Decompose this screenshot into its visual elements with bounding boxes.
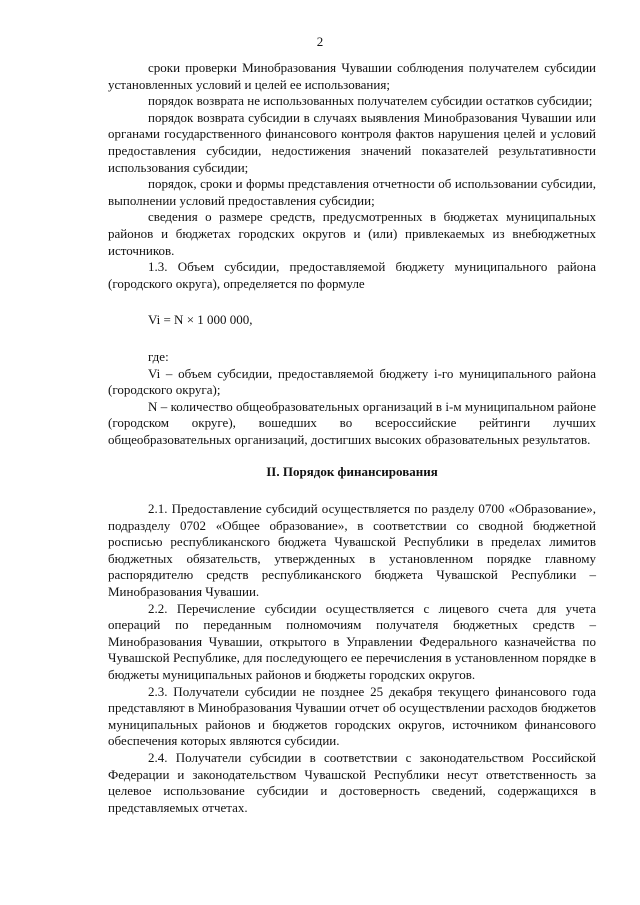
paragraph-subsidy-volume: 1.3. Объем субсидии, предоставляемой бюджету муниципального района (городского округа), определяется по формуле bbox=[108, 259, 596, 291]
paragraph-funds-info: сведения о размере средств, предусмотренных в бюджетах муниципальных районов и бюджетах городских округов и (или) привлекаемых из внебюджетных источников. bbox=[108, 209, 596, 258]
page-number: 2 bbox=[316, 34, 324, 49]
paragraph-unused-return: порядок возврата не использованных получателем субсидии остатков субсидии; bbox=[148, 93, 593, 109]
paragraph-violation-return: порядок возврата субсидии в случаях выявления Минобразования Чувашии или органами государственного финансового контроля фактов нарушения целей и условий предоставления субсидии, недостижения значений показателей результативности использования субсидии; bbox=[108, 109, 596, 175]
paragraph-2-1: 2.1. Предоставление субсидий осуществляется по разделу 0700 «Образование», подразделу 0702 «Общее образование», в соответствии со сводной бюджетной росписью республиканского бюджета Чувашской Республики в пределах лимитов бюджетных обязательств, утвержденных в установленном порядке главному распорядителю средств республиканского бюджета Чувашской Республики – Минобразования Чувашии. bbox=[108, 501, 596, 600]
subsidy-formula: Vi = N × 1 000 000, bbox=[148, 312, 253, 328]
paragraph-2-2: 2.2. Перечисление субсидии осуществляется с лицевого счета для учета операций по переданным полномочиям получателя бюджетных средств – Минобразования Чувашии, открытого в Управлении Федерального казначейства по Чувашской Республике, для последующего ее перечисления в установленном порядке в бюджеты муниципальных районов и бюджеты городских округов. bbox=[108, 600, 596, 682]
paragraph-inspection-terms: сроки проверки Минобразования Чувашии соблюдения получателем субсидии установленных условий и целей ее использования; bbox=[108, 60, 596, 92]
document-body bbox=[108, 60, 596, 816]
paragraph-2-4: 2.4. Получатели субсидии в соответствии с законодательством Российской Федерации и законодательством Чувашской Республики несут ответственность за целевое использование субсидии и достоверность сведений, содержащихся в представляемых отчетах. bbox=[108, 749, 596, 815]
definition-vi: Vi – объем субсидии, предоставляемой бюджету i-го муниципального района (городского округа); bbox=[108, 365, 596, 398]
paragraph-2-3: 2.3. Получатели субсидии не позднее 25 декабря текущего финансового года представляют в Минобразования Чувашии отчет об осуществлении расходов бюджетов муниципальных районов и бюджетов городских округов, источником финансового обеспечения которых являются субсидии. bbox=[108, 683, 596, 749]
section-heading: II. Порядок финансирования bbox=[266, 464, 438, 480]
definition-n: N – количество общеобразовательных организаций в i-м муниципальном районе (городском округе), вошедших во всероссийские рейтинги лучших общеобразовательных организаций, достигших высоких образовательных результатов. bbox=[108, 398, 596, 447]
paragraph-reporting: порядок, сроки и формы представления отчетности об использовании субсидии, выполнении условий предоставления субсидии; bbox=[108, 176, 596, 208]
where-label: где: bbox=[148, 348, 169, 364]
